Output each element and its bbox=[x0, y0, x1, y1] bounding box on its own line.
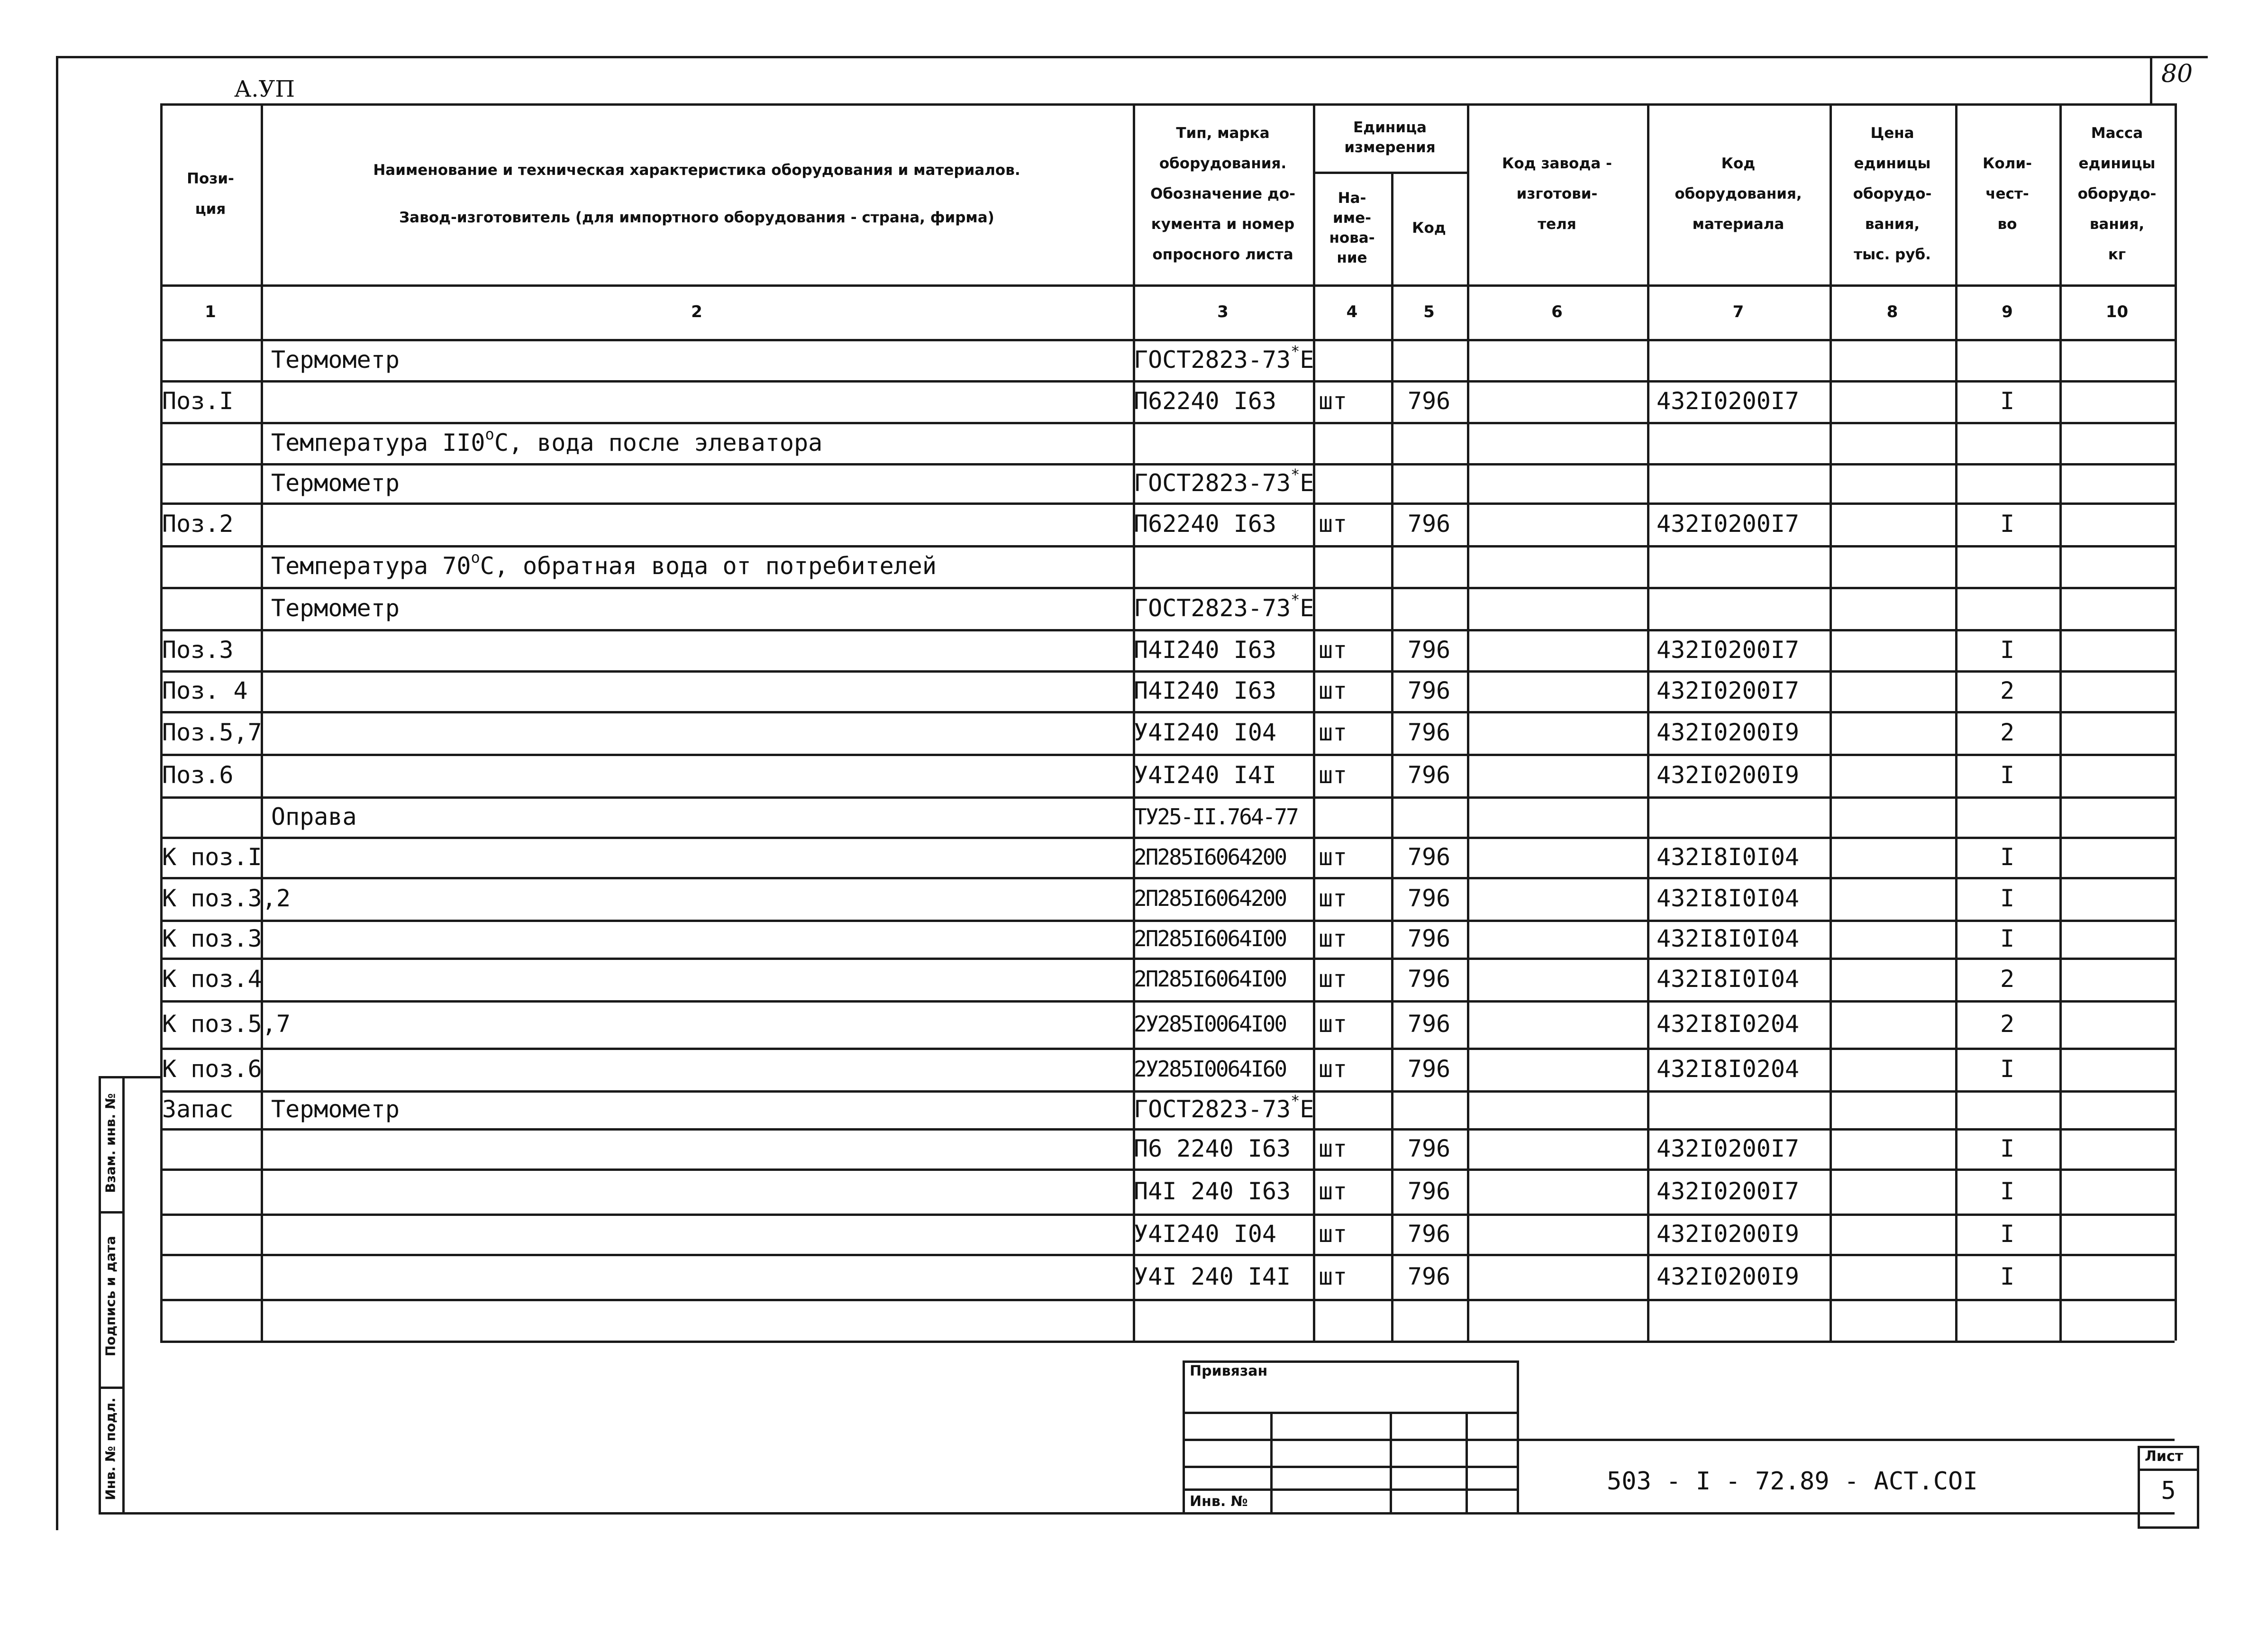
row-name bbox=[271, 920, 1129, 958]
row-quantity: I bbox=[2000, 1134, 2015, 1162]
row-type bbox=[1134, 754, 1312, 796]
row-type-text: П6 2240 I63 bbox=[1134, 1134, 1291, 1162]
row-name bbox=[271, 1128, 1129, 1168]
row-unit-code: 796 bbox=[1407, 1220, 1451, 1248]
title-block-top-line bbox=[160, 1341, 2175, 1343]
row-name-suffix: С, вода после элеватора bbox=[494, 429, 823, 456]
row-equipment-code: 432I8I0I04 bbox=[1657, 925, 1800, 952]
sheet-code: А.УП bbox=[234, 76, 295, 102]
row-type bbox=[1134, 629, 1312, 670]
row-type-text: ТУ25-II.764-77 bbox=[1134, 803, 1298, 830]
row-name-text: Термометр bbox=[271, 346, 400, 374]
row-name bbox=[271, 877, 1129, 920]
row-type bbox=[1134, 1168, 1312, 1214]
row-equipment-code bbox=[1657, 1090, 1828, 1128]
column-number-6: 6 bbox=[1551, 302, 1563, 321]
row-type-text: У4I240 I04 bbox=[1134, 719, 1277, 746]
row-name bbox=[271, 380, 1129, 422]
row-position bbox=[162, 796, 260, 837]
row-name bbox=[271, 422, 1129, 463]
row-name bbox=[271, 1254, 1129, 1299]
row-type-text: 2У285I0064I60 bbox=[1134, 1056, 1286, 1082]
row-unit: шт bbox=[1319, 761, 1347, 789]
row-type bbox=[1134, 545, 1312, 587]
row-quantity: I bbox=[2000, 885, 2015, 912]
row-quantity: I bbox=[2000, 636, 2015, 664]
header-unit-code: Код bbox=[1412, 219, 1446, 237]
frame-left-line bbox=[56, 56, 58, 1530]
row-unit bbox=[1319, 587, 1389, 629]
row-name bbox=[271, 339, 1129, 380]
row-quantity: I bbox=[2000, 925, 2015, 952]
row-equipment-code: 432I0200I9 bbox=[1657, 1262, 1800, 1290]
side-label-inv-original: Инв. № подл. bbox=[102, 1397, 118, 1500]
row-name bbox=[271, 837, 1129, 877]
side-stamp-divider-1 bbox=[99, 1211, 122, 1214]
row-type bbox=[1134, 877, 1312, 920]
header-unit-mass: Масса единицы оборудо- вания, кг bbox=[2077, 125, 2157, 263]
row-type bbox=[1134, 958, 1312, 1000]
row-type bbox=[1134, 463, 1312, 502]
row-name-sup: о bbox=[485, 425, 494, 443]
column-number-4: 4 bbox=[1346, 302, 1358, 321]
privyazan-col-line-3 bbox=[1466, 1412, 1468, 1515]
column-number-3: 3 bbox=[1217, 302, 1229, 321]
column-number-5: 5 bbox=[1423, 302, 1435, 321]
row-type bbox=[1134, 380, 1312, 422]
row-name bbox=[271, 754, 1129, 796]
row-unit bbox=[1319, 545, 1389, 587]
row-quantity bbox=[1955, 339, 2059, 380]
row-unit bbox=[1319, 339, 1389, 380]
row-quantity: 2 bbox=[2000, 719, 2015, 746]
side-stamp-left-line bbox=[99, 1076, 101, 1515]
row-unit-code: 796 bbox=[1407, 843, 1451, 871]
row-type-sup: * bbox=[1291, 1092, 1300, 1110]
side-stamp-divider-2 bbox=[99, 1387, 122, 1389]
row-name bbox=[271, 1000, 1129, 1048]
row-name-text: Температура 70 bbox=[271, 552, 471, 580]
row-type bbox=[1134, 422, 1312, 463]
row-type-sup: * bbox=[1291, 465, 1300, 484]
row-position: Поз.6 bbox=[162, 761, 234, 789]
row-name bbox=[271, 463, 1129, 502]
row-type-text: ГОСТ2823-73 bbox=[1134, 1095, 1291, 1123]
row-quantity: I bbox=[2000, 761, 2015, 789]
row-equipment-code bbox=[1657, 339, 1828, 380]
header-quantity: Коли- чест- во bbox=[1983, 155, 2032, 233]
row-position bbox=[162, 545, 260, 587]
privyazan-label: Привязан bbox=[1190, 1363, 1268, 1379]
row-position: Поз.I bbox=[162, 387, 234, 415]
row-unit bbox=[1319, 463, 1389, 502]
row-unit-code: 796 bbox=[1407, 965, 1451, 993]
row-name-text: Термометр bbox=[271, 594, 400, 622]
row-equipment-code: 432I0200I7 bbox=[1657, 636, 1800, 664]
row-unit-code: 796 bbox=[1407, 1262, 1451, 1290]
row-quantity: I bbox=[2000, 1055, 2015, 1083]
row-quantity: I bbox=[2000, 843, 2015, 871]
row-unit-code: 796 bbox=[1407, 885, 1451, 912]
frame-corner-divider bbox=[2150, 56, 2152, 103]
row-unit bbox=[1319, 1090, 1389, 1128]
row-type-text: П4I240 I63 bbox=[1134, 636, 1277, 664]
row-type bbox=[1134, 1000, 1312, 1048]
row-unit-code bbox=[1391, 587, 1467, 629]
column-number-7: 7 bbox=[1732, 302, 1744, 321]
row-quantity: 2 bbox=[2000, 1010, 2015, 1038]
row-unit: шт bbox=[1319, 510, 1347, 538]
row-equipment-code: 432I8I0I04 bbox=[1657, 885, 1800, 912]
row-unit-code: 796 bbox=[1407, 761, 1451, 789]
row-quantity: I bbox=[2000, 1220, 2015, 1248]
row-type-text: 2П285I6064200 bbox=[1134, 844, 1286, 870]
row-unit-code: 796 bbox=[1407, 1010, 1451, 1038]
row-position: К поз.4 bbox=[162, 965, 262, 993]
row-equipment-code: 432I0200I7 bbox=[1657, 387, 1800, 415]
row-type-text: ГОСТ2823-73 bbox=[1134, 469, 1291, 497]
row-position: К поз.6 bbox=[162, 1055, 262, 1083]
header-unit-name: На- име- нова- ние bbox=[1329, 190, 1375, 266]
row-unit-code bbox=[1391, 422, 1467, 463]
row-type bbox=[1134, 837, 1312, 877]
row-type-text: У4I240 I04 bbox=[1134, 1220, 1277, 1248]
row-unit: шт bbox=[1319, 1262, 1347, 1290]
row-unit-code bbox=[1391, 796, 1467, 837]
row-quantity bbox=[1955, 1299, 2059, 1341]
row-unit: шт bbox=[1319, 1134, 1347, 1162]
row-name bbox=[271, 1214, 1129, 1254]
row-name bbox=[271, 670, 1129, 711]
privyazan-box bbox=[1183, 1360, 1519, 1515]
row-equipment-code bbox=[1657, 463, 1828, 502]
row-type-text: ГОСТ2823-73 bbox=[1134, 346, 1291, 374]
row-unit-code bbox=[1391, 463, 1467, 502]
privyazan-col-line-1 bbox=[1270, 1412, 1273, 1515]
row-position: Запас bbox=[162, 1095, 234, 1123]
row-quantity: 2 bbox=[2000, 965, 2015, 993]
row-position bbox=[162, 422, 260, 463]
row-quantity: I bbox=[2000, 387, 2015, 415]
row-unit-code: 796 bbox=[1407, 636, 1451, 664]
row-type-text: П62240 I63 bbox=[1134, 510, 1277, 538]
row-name bbox=[271, 1299, 1129, 1341]
column-number-10: 10 bbox=[2105, 302, 2129, 321]
row-name-text: Температура II0 bbox=[271, 429, 485, 456]
bottom-frame-line bbox=[160, 1512, 2175, 1515]
row-unit: шт bbox=[1319, 1177, 1347, 1205]
row-equipment-code: 432I8I0I04 bbox=[1657, 965, 1800, 993]
header-manufacturer-code: Код завода - изготови- теля bbox=[1502, 155, 1612, 233]
row-equipment-code bbox=[1657, 422, 1828, 463]
row-quantity bbox=[1955, 463, 2059, 502]
privyazan-col-line-2 bbox=[1390, 1412, 1392, 1515]
header-position: Пози- ция bbox=[187, 170, 234, 218]
row-type bbox=[1134, 1090, 1312, 1128]
side-stamp-top-line bbox=[99, 1076, 160, 1078]
row-position bbox=[162, 463, 260, 502]
row-equipment-code: 432I0200I7 bbox=[1657, 677, 1800, 704]
row-type-suffix: Е bbox=[1300, 1095, 1314, 1123]
row-type-suffix: Е bbox=[1300, 469, 1314, 497]
row-type-sup: * bbox=[1291, 590, 1300, 609]
row-type bbox=[1134, 1299, 1312, 1341]
row-equipment-code bbox=[1657, 1299, 1828, 1341]
side-label-replace-inv: Взам. инв. № bbox=[102, 1093, 118, 1193]
column-number-2: 2 bbox=[691, 302, 702, 321]
row-name-text: Термометр bbox=[271, 469, 400, 497]
row-unit-code: 796 bbox=[1407, 1177, 1451, 1205]
row-quantity bbox=[1955, 1090, 2059, 1128]
row-unit-code bbox=[1391, 339, 1467, 380]
column-number-8: 8 bbox=[1886, 302, 1898, 321]
document-code: 503 - I - 72.89 - АСТ.СОI bbox=[1607, 1467, 1978, 1496]
row-type bbox=[1134, 1128, 1312, 1168]
row-name bbox=[271, 545, 1129, 587]
row-position: Поз.2 bbox=[162, 510, 234, 538]
row-type bbox=[1134, 339, 1312, 380]
row-type-text: У4I 240 I4I bbox=[1134, 1262, 1291, 1290]
row-position bbox=[162, 1299, 260, 1341]
row-equipment-code: 432I0200I7 bbox=[1657, 1177, 1800, 1205]
row-unit: шт bbox=[1319, 1055, 1347, 1083]
row-quantity: 2 bbox=[2000, 677, 2015, 704]
row-position: Поз. 4 bbox=[162, 677, 248, 704]
row-type-text: 2П285I6064I00 bbox=[1134, 926, 1286, 951]
row-type-text: ГОСТ2823-73 bbox=[1134, 594, 1291, 622]
row-unit-code: 796 bbox=[1407, 510, 1451, 538]
row-name bbox=[271, 502, 1129, 545]
row-position bbox=[162, 339, 260, 380]
row-unit bbox=[1319, 1299, 1389, 1341]
row-type bbox=[1134, 1214, 1312, 1254]
row-unit: шт bbox=[1319, 843, 1347, 871]
row-unit: шт bbox=[1319, 677, 1347, 704]
side-stamp-mid-line bbox=[122, 1076, 125, 1515]
column-number-1: 1 bbox=[205, 302, 216, 321]
row-name-text: Оправа bbox=[271, 803, 357, 831]
row-type bbox=[1134, 670, 1312, 711]
row-type-text: У4I240 I4I bbox=[1134, 761, 1277, 789]
row-type-suffix: Е bbox=[1300, 346, 1314, 374]
row-name bbox=[271, 1090, 1129, 1128]
row-unit-code bbox=[1391, 1090, 1467, 1128]
row-equipment-code bbox=[1657, 587, 1828, 629]
header-equipment-code: Код оборудования, материала bbox=[1675, 155, 1802, 233]
inv-label: Инв. № bbox=[1190, 1493, 1248, 1510]
row-unit: шт bbox=[1319, 965, 1347, 993]
privyazan-row-line-3 bbox=[1183, 1466, 1519, 1468]
row-unit-code: 796 bbox=[1407, 925, 1451, 952]
sheet-label: Лист bbox=[2145, 1448, 2184, 1465]
row-quantity: I bbox=[2000, 1177, 2015, 1205]
row-type-text: 2П285I6064200 bbox=[1134, 885, 1286, 911]
row-type bbox=[1134, 711, 1312, 754]
row-unit-code bbox=[1391, 1299, 1467, 1341]
row-name bbox=[271, 587, 1129, 629]
row-unit: шт bbox=[1319, 1220, 1347, 1248]
row-type bbox=[1134, 1048, 1312, 1090]
row-unit: шт bbox=[1319, 885, 1347, 912]
row-position: К поз.5,7 bbox=[162, 1010, 291, 1038]
row-name bbox=[271, 629, 1129, 670]
row-position: Поз.5,7 bbox=[162, 719, 262, 746]
row-unit-code: 796 bbox=[1407, 387, 1451, 415]
header-name-description: Наименование и техническая характеристика оборудования и материалов. Завод-изготовитель (для импортного оборудования - страна, фирма) bbox=[373, 162, 1020, 226]
row-position bbox=[162, 1254, 260, 1299]
row-equipment-code bbox=[1657, 545, 1828, 587]
frame-top-line bbox=[56, 56, 2208, 58]
row-equipment-code: 432I8I0204 bbox=[1657, 1055, 1800, 1083]
column-number-9: 9 bbox=[2002, 302, 2013, 321]
row-position bbox=[162, 587, 260, 629]
row-position: К поз.3 bbox=[162, 925, 262, 952]
row-position bbox=[162, 1128, 260, 1168]
row-type bbox=[1134, 1254, 1312, 1299]
row-equipment-code: 432I0200I7 bbox=[1657, 1134, 1800, 1162]
header-unit: Единица измерения bbox=[1344, 119, 1436, 156]
row-unit-code: 796 bbox=[1407, 1134, 1451, 1162]
row-unit: шт bbox=[1319, 1010, 1347, 1038]
row-type bbox=[1134, 502, 1312, 545]
row-name bbox=[271, 958, 1129, 1000]
row-equipment-code: 432I0200I9 bbox=[1657, 761, 1800, 789]
row-type-text: 2П285I6064I00 bbox=[1134, 966, 1286, 992]
corner-mark: 80 bbox=[2161, 60, 2193, 88]
right-frame-line bbox=[2175, 103, 2177, 1341]
row-type-text: П4I 240 I63 bbox=[1134, 1177, 1291, 1205]
row-unit-code bbox=[1391, 545, 1467, 587]
row-name bbox=[271, 711, 1129, 754]
row-quantity: I bbox=[2000, 510, 2015, 538]
row-name-text: Термометр bbox=[271, 1095, 400, 1123]
row-unit-code: 796 bbox=[1407, 719, 1451, 746]
row-type bbox=[1134, 920, 1312, 958]
row-type-text: П4I240 I63 bbox=[1134, 677, 1277, 704]
row-equipment-code: 432I8I0I04 bbox=[1657, 843, 1800, 871]
row-name-suffix: С, обратная вода от потребителей bbox=[480, 552, 937, 580]
header-unit-price: Цена единицы оборудо- вания, тыс. руб. bbox=[1853, 125, 1932, 263]
row-name bbox=[271, 1048, 1129, 1090]
side-stamp-bottom-line bbox=[99, 1512, 160, 1515]
row-unit: шт bbox=[1319, 719, 1347, 746]
row-name bbox=[271, 1168, 1129, 1214]
row-unit: шт bbox=[1319, 387, 1347, 415]
row-equipment-code: 432I0200I9 bbox=[1657, 1220, 1800, 1248]
row-quantity bbox=[1955, 545, 2059, 587]
doc-code-top-line bbox=[1519, 1439, 2175, 1441]
row-name bbox=[271, 796, 1129, 837]
row-position: Поз.3 bbox=[162, 636, 234, 664]
row-type bbox=[1134, 796, 1312, 837]
row-unit: шт bbox=[1319, 925, 1347, 952]
row-equipment-code: 432I0200I7 bbox=[1657, 510, 1800, 538]
row-quantity bbox=[1955, 796, 2059, 837]
row-equipment-code: 432I8I0204 bbox=[1657, 1010, 1800, 1038]
side-label-signature-date: Подпись и дата bbox=[102, 1236, 118, 1357]
row-position bbox=[162, 1214, 260, 1254]
row-equipment-code bbox=[1657, 796, 1828, 837]
privyazan-row-line-2 bbox=[1183, 1439, 1519, 1441]
row-position: К поз.I bbox=[162, 843, 262, 871]
row-unit-code: 796 bbox=[1407, 1055, 1451, 1083]
row-equipment-code: 432I0200I9 bbox=[1657, 719, 1800, 746]
row-type-suffix: Е bbox=[1300, 594, 1314, 622]
row-type bbox=[1134, 587, 1312, 629]
row-quantity bbox=[1955, 422, 2059, 463]
row-position bbox=[162, 1168, 260, 1214]
row-position: К поз.3,2 bbox=[162, 885, 291, 912]
sheet-number: 5 bbox=[2161, 1477, 2176, 1505]
row-name-sup: о bbox=[471, 548, 480, 566]
privyazan-row-line-4 bbox=[1183, 1488, 1519, 1491]
row-type-text: П62240 I63 bbox=[1134, 387, 1277, 415]
row-type-text: 2У285I0064I00 bbox=[1134, 1011, 1286, 1037]
row-unit: шт bbox=[1319, 636, 1347, 664]
row-quantity bbox=[1955, 587, 2059, 629]
row-unit bbox=[1319, 796, 1389, 837]
row-quantity: I bbox=[2000, 1262, 2015, 1290]
header-type-mark: Тип, марка оборудования. Обозначение до- кумента и номер опросного листа bbox=[1150, 125, 1296, 263]
sheet-number-divider bbox=[2138, 1469, 2199, 1471]
row-unit bbox=[1319, 422, 1389, 463]
row-type-sup: * bbox=[1291, 342, 1300, 360]
privyazan-row-line-1 bbox=[1183, 1412, 1519, 1414]
row-unit-code: 796 bbox=[1407, 677, 1451, 704]
